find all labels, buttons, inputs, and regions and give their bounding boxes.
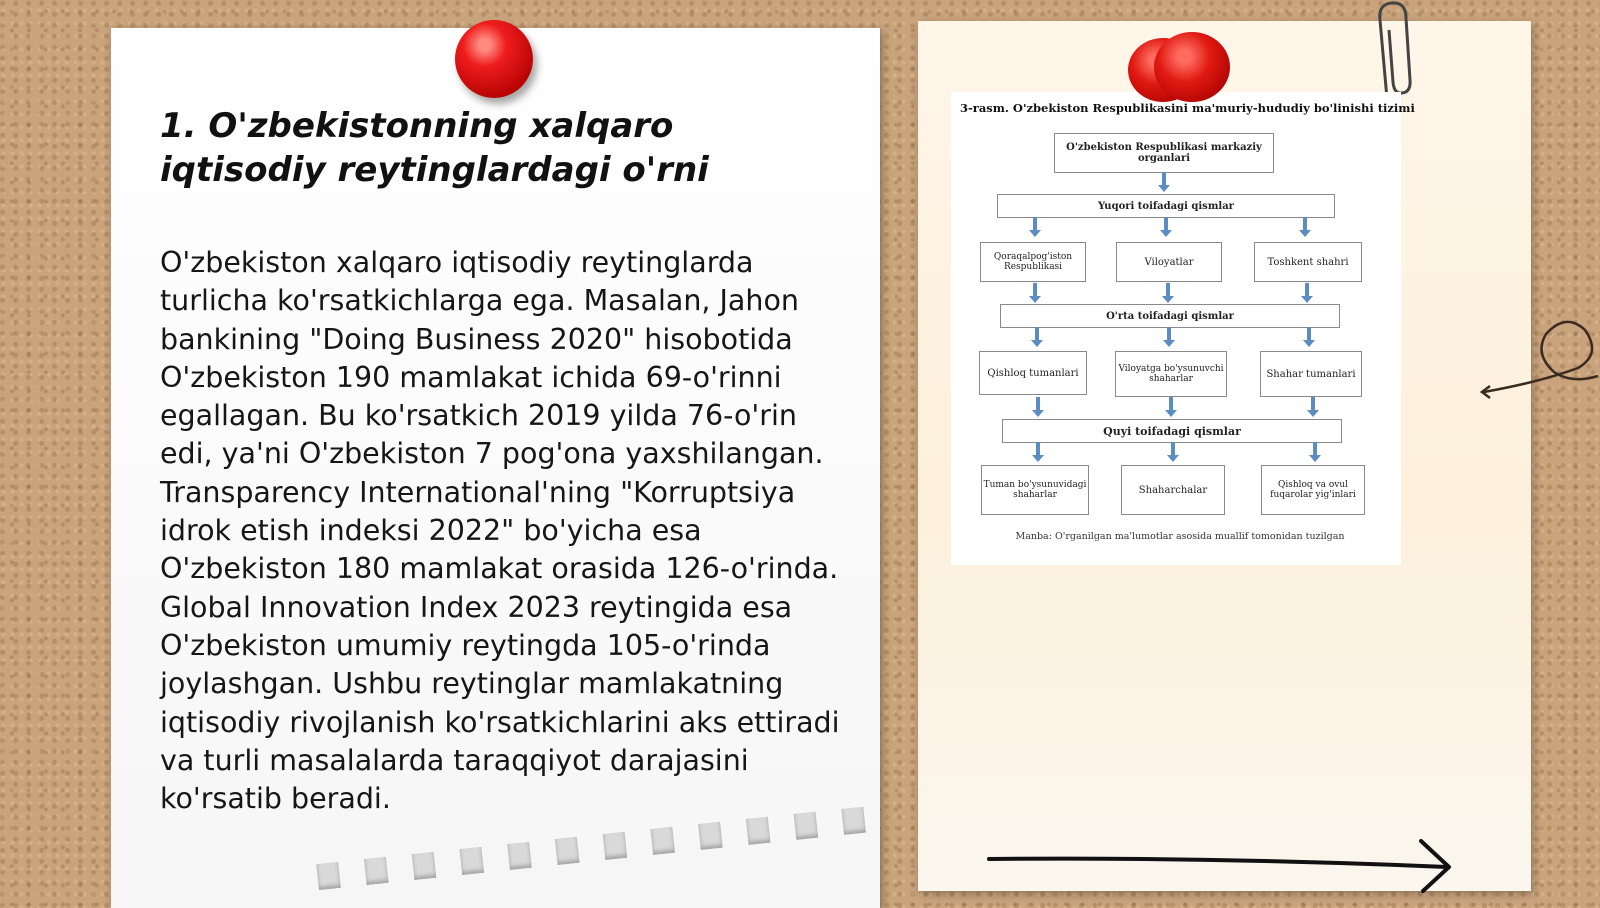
- lower-level-bar: Quyi toifadagi qismlar: [1002, 419, 1342, 443]
- flow-arrow-icon: [1167, 327, 1171, 341]
- flow-arrow-icon: [1313, 442, 1317, 456]
- flow-arrow-icon: [1164, 217, 1168, 231]
- flow-arrow-icon: [1171, 442, 1175, 456]
- flow-arrow-icon: [1311, 397, 1315, 411]
- flow-arrow-icon: [1305, 283, 1309, 297]
- flow-arrow-icon: [1303, 217, 1307, 231]
- lower-item-box: Shaharchalar: [1121, 465, 1225, 515]
- long-right-arrow-icon: [985, 835, 1455, 895]
- middle-item-box: Viloyatga bo'ysunuvchi shaharlar: [1115, 351, 1227, 397]
- flow-arrow-icon: [1169, 397, 1173, 411]
- flow-arrow-icon: [1162, 172, 1166, 186]
- red-pushpin-icon: [455, 20, 533, 98]
- middle-level-bar: O'rta toifadagi qismlar: [1000, 304, 1340, 328]
- flow-arrow-icon: [1033, 283, 1037, 297]
- figure-source-note: Manba: O'rganilgan ma'lumotlar asosida muallif tomonidan tuzilgan: [1015, 531, 1345, 542]
- middle-item-box: Qishloq tumanlari: [979, 351, 1087, 395]
- upper-item-box: Toshkent shahri: [1254, 242, 1362, 282]
- flow-arrow-icon: [1033, 217, 1037, 231]
- red-pushpin-icon: [1128, 32, 1230, 102]
- flow-arrow-icon: [1036, 397, 1040, 411]
- figure-title: 3-rasm. O'zbekiston Respublikasini ma'muriy-hududiy bo'linishi tizimi: [960, 101, 1415, 115]
- flow-arrow-icon: [1166, 283, 1170, 297]
- lower-item-box: Qishloq va ovul fuqarolar yig'inlari: [1261, 465, 1365, 515]
- chart-root-box: O'zbekiston Respublikasi markaziy organlari: [1054, 133, 1274, 173]
- upper-level-bar: Yuqori toifadagi qismlar: [997, 194, 1335, 218]
- flow-arrow-icon: [1035, 327, 1039, 341]
- upper-item-box: Qoraqalpog'iston Respublikasi: [980, 242, 1086, 282]
- flow-arrow-icon: [1036, 442, 1040, 456]
- swirl-arrow-icon: [1480, 310, 1600, 420]
- body-paragraph: O'zbekiston xalqaro iqtisodiy reytinglarda turlicha ko'rsatkichlarga ega. Masalan, Jahon bankining "Doing Business 2020" hisobotida O'zbekiston 190 mamlakat ichida 69-o'rinni egallagan. Bu ko'rsatkich 2019 yilda 76-o'rin edi, ya'ni O'zbekiston 7 pog'ona yaxshilangan. Transparency International'ning "Korruptsiya idrok etish indeksi 2022" bo'yicha esa O'zbekiston 180 mamlakat orasida 126-o'rinda. Global Innovation Index 2023 reytingida esa O'zbekiston umumiy reytingda 105-o'rinda joylashgan. Ushbu reytinglar mamlakatning iqtisodiy rivojlanish ko'rsatkichlarini aks ettiradi va turli masalalarda taraqqiyot darajasini ko'rsatib beradi.: [160, 246, 840, 816]
- section-heading: 1. O'zbekistonning xalqaro iqtisodiy reytinglardagi o'rni: [160, 106, 709, 190]
- upper-item-box: Viloyatlar: [1116, 242, 1222, 282]
- lower-item-box: Tuman bo'ysunuvidagi shaharlar: [981, 465, 1089, 515]
- middle-item-box: Shahar tumanlari: [1260, 351, 1362, 397]
- flow-arrow-icon: [1307, 327, 1311, 341]
